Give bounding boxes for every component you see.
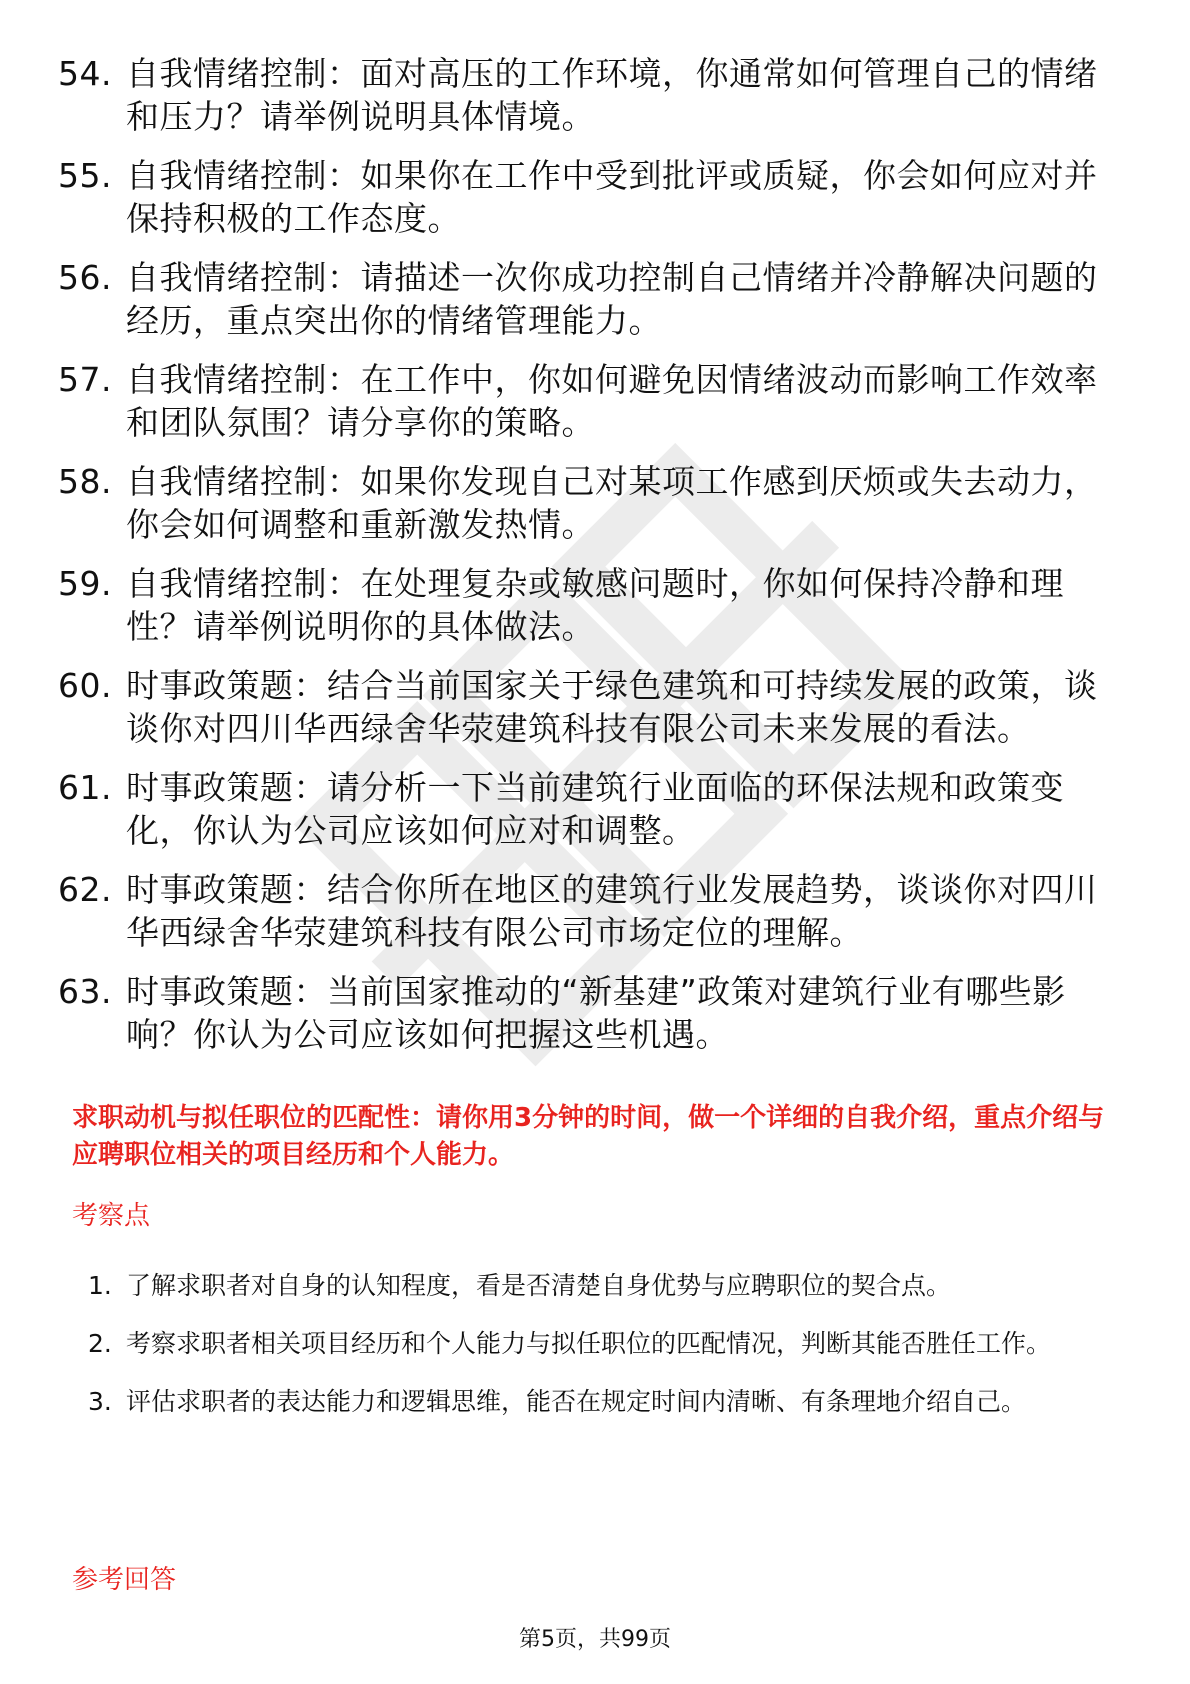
point-text: 了解求职者对自身的认知程度，看是否清楚自身优势与应聘职位的契合点。 [126, 1271, 952, 1300]
question-number: 57. [58, 360, 112, 399]
question-text: 时事政策题：结合你所在地区的建筑行业发展趋势，谈谈你对四川华西绿舍华荥建筑科技有限公司市场定位的理解。 [126, 870, 1098, 952]
point-number: 3. [88, 1387, 112, 1416]
question-item [58, 562, 1118, 648]
question-list [58, 52, 1118, 1072]
question-item [58, 358, 1118, 444]
question-text: 自我情绪控制：在工作中，你如何避免因情绪波动而影响工作效率和团队氛围？请分享你的策略。 [126, 360, 1098, 442]
question-number: 61. [58, 768, 112, 807]
question-number: 54. [58, 54, 112, 93]
question-number: 63. [58, 972, 112, 1011]
question-text: 时事政策题：结合当前国家关于绿色建筑和可持续发展的政策，谈谈你对四川华西绿舍华荥建筑科技有限公司未来发展的看法。 [126, 666, 1098, 748]
question-number: 59. [58, 564, 112, 603]
question-item [58, 460, 1118, 546]
section-label-points: 考察点 [72, 1201, 151, 1231]
question-item [58, 868, 1118, 954]
question-number: 62. [58, 870, 112, 909]
question-heading: 求职动机与拟任职位的匹配性：请你用3分钟的时间，做一个详细的自我介绍，重点介绍与应聘职位相关的项目经历和个人能力。 [72, 1103, 1105, 1170]
question-number: 60. [58, 666, 112, 705]
point-number: 2. [88, 1329, 112, 1358]
question-item [58, 766, 1118, 852]
question-text: 自我情绪控制：面对高压的工作环境，你通常如何管理自己的情绪和压力？请举例说明具体情境。 [126, 54, 1098, 136]
question-item [58, 664, 1118, 750]
question-item [58, 154, 1118, 240]
question-text: 自我情绪控制：请描述一次你成功控制自己情绪并冷静解决问题的经历，重点突出你的情绪管理能力。 [126, 258, 1098, 340]
section-label-answer: 参考回答 [72, 1565, 177, 1595]
point-number: 1. [88, 1271, 112, 1300]
question-item [58, 970, 1118, 1056]
point-item [72, 1257, 1122, 1315]
point-item [72, 1373, 1122, 1431]
question-number: 56. [58, 258, 112, 297]
question-text: 时事政策题：当前国家推动的“新基建”政策对建筑行业有哪些影响？你认为公司应该如何把握这些机遇。 [126, 972, 1066, 1054]
question-number: 55. [58, 156, 112, 195]
question-text: 自我情绪控制：如果你发现自己对某项工作感到厌烦或失去动力，你会如何调整和重新激发热情。 [126, 462, 1098, 544]
point-text: 评估求职者的表达能力和逻辑思维，能否在规定时间内清晰、有条理地介绍自己。 [126, 1387, 1027, 1416]
question-text: 自我情绪控制：在处理复杂或敏感问题时，你如何保持冷静和理性？请举例说明你的具体做法。 [126, 564, 1064, 646]
question-item [58, 256, 1118, 342]
question-number: 58. [58, 462, 112, 501]
question-text: 自我情绪控制：如果你在工作中受到批评或质疑，你会如何应对并保持积极的工作态度。 [126, 156, 1098, 238]
page-footer: 第5页，共99页 [519, 1627, 671, 1652]
question-item [58, 52, 1118, 138]
question-text: 时事政策题：请分析一下当前建筑行业面临的环保法规和政策变化，你认为公司应该如何应对和调整。 [126, 768, 1064, 850]
point-text: 考察求职者相关项目经历和个人能力与拟任职位的匹配情况，判断其能否胜任工作。 [126, 1329, 1052, 1358]
point-item [72, 1315, 1122, 1373]
evaluation-points-list [72, 1257, 1122, 1431]
